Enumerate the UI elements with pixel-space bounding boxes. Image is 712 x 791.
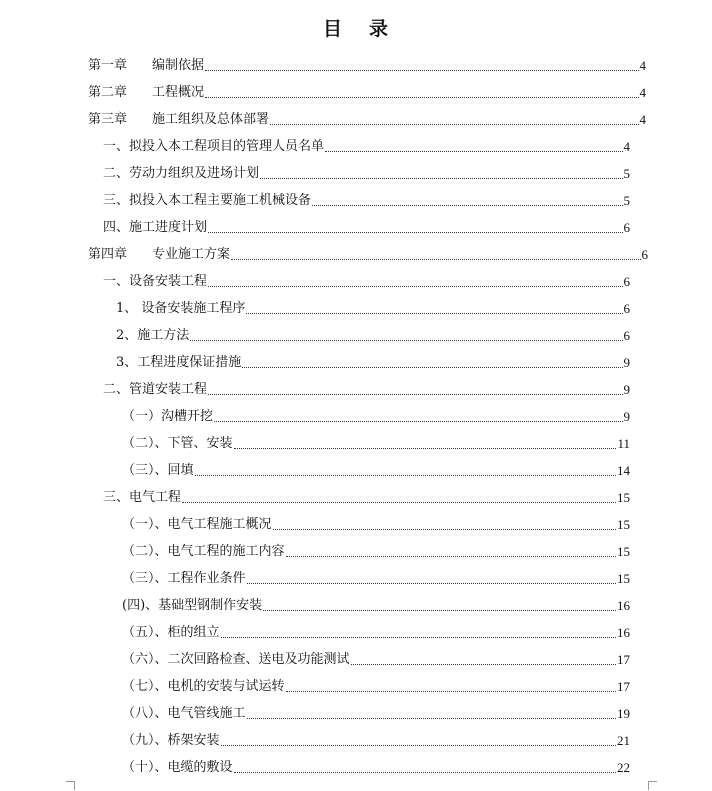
dot-leader: [234, 447, 617, 449]
toc-entry-section[interactable]: [103, 264, 630, 290]
entry-title: 二、管道安装工程: [103, 382, 208, 397]
toc-entry-section[interactable]: [103, 129, 630, 155]
toc-entry-subsection[interactable]: [122, 615, 630, 641]
page-number: 4: [623, 139, 630, 154]
page-number: 6: [623, 220, 630, 235]
dot-leader: [208, 393, 622, 395]
page-number: 14: [617, 463, 630, 478]
toc-entry-subsection[interactable]: [122, 642, 630, 668]
toc-entry-subsection[interactable]: [122, 750, 630, 776]
entry-title: 四、施工进度计划: [103, 220, 208, 235]
entry-title: （九）、桥架安装: [122, 733, 220, 748]
page-number: 4: [639, 112, 646, 127]
toc-entry-section[interactable]: [103, 210, 630, 236]
toc-entry-subsection[interactable]: [116, 291, 630, 317]
toc-title: [0, 14, 712, 41]
entry-title: （二）、下管、安装: [122, 436, 233, 451]
toc-entry-subsection[interactable]: [122, 669, 630, 695]
page-number: 6: [641, 247, 648, 262]
dot-leader: [246, 312, 622, 314]
toc-entry-chapter[interactable]: [88, 102, 646, 128]
toc-entry-subsection[interactable]: [122, 426, 630, 452]
page-number: 15: [617, 490, 630, 505]
dot-leader: [263, 609, 616, 611]
dot-leader: [182, 501, 616, 503]
toc-entry-chapter[interactable]: [88, 48, 646, 74]
dot-leader: [351, 663, 616, 665]
toc-entry-subsection[interactable]: [122, 588, 630, 614]
toc-title-char: 录: [369, 18, 390, 40]
dot-leader: [190, 339, 622, 341]
page-number: 17: [617, 652, 630, 667]
dot-leader: [208, 285, 622, 287]
dot-leader: [205, 96, 638, 98]
entry-title: （三）、回填: [122, 463, 194, 478]
toc-entry-section[interactable]: [103, 480, 630, 506]
toc-entry-section[interactable]: [103, 183, 630, 209]
entry-title: （七）、电机的安装与试运转: [122, 679, 285, 694]
dot-leader: [231, 258, 640, 260]
dot-leader: [247, 582, 616, 584]
dot-leader: [247, 717, 616, 719]
chapter-number: 第一章: [88, 58, 128, 73]
toc-entry-subsection[interactable]: [122, 534, 630, 560]
dot-leader: [270, 123, 638, 125]
page-number: 15: [617, 517, 630, 532]
entry-title: （一）沟槽开挖: [122, 409, 214, 424]
dot-leader: [221, 744, 616, 746]
dot-leader: [195, 474, 616, 476]
dot-leader: [205, 69, 638, 71]
page-number: 5: [623, 166, 630, 181]
page-number: 9: [623, 382, 630, 397]
entry-title: （八）、电气管线施工: [122, 706, 246, 721]
toc-entry-subsection[interactable]: [122, 561, 630, 587]
entry-title: 三、拟投入本工程主要施工机械设备: [103, 193, 312, 208]
page-number: 6: [623, 301, 630, 316]
entry-title: （六）、二次回路检查、送电及功能测试: [122, 652, 350, 667]
toc-entry-section[interactable]: [103, 372, 630, 398]
entry-title: （一）、电气工程施工概况: [122, 517, 272, 532]
dot-leader: [242, 366, 622, 368]
chapter-number: 第三章: [88, 112, 128, 127]
page-number: 21: [617, 733, 630, 748]
dot-leader: [214, 420, 622, 422]
page-number: 9: [623, 409, 630, 424]
page-corner-mark: [66, 781, 75, 790]
toc-entry-subsection[interactable]: [122, 399, 630, 425]
page-number: 16: [617, 625, 630, 640]
dot-leader: [286, 690, 616, 692]
chapter-number: 第二章: [88, 85, 128, 100]
page-corner-mark: [648, 781, 657, 790]
entry-title: (四)、基础型钢制作安装: [122, 598, 263, 613]
toc-entry-subsection[interactable]: [116, 345, 630, 371]
dot-leader: [260, 177, 622, 179]
entry-title: 1、 设备安装施工程序: [116, 301, 246, 316]
page-number: 15: [617, 544, 630, 559]
entry-title: （二）、电气工程的施工内容: [122, 544, 285, 559]
page-number: 16: [617, 598, 630, 613]
toc-entry-chapter[interactable]: [88, 75, 646, 101]
page-number: 4: [639, 85, 646, 100]
entry-title: 2、施工方法: [116, 328, 190, 343]
page-number: 15: [617, 571, 630, 586]
page-number: 6: [623, 328, 630, 343]
page-number: 4: [639, 58, 646, 73]
entry-title: 施工组织及总体部署: [152, 112, 270, 127]
toc-entry-chapter[interactable]: [88, 237, 648, 263]
entry-title: 编制依据: [152, 58, 205, 73]
entry-title: 一、设备安装工程: [103, 274, 208, 289]
page-number: 17: [617, 679, 630, 694]
dot-leader: [208, 231, 622, 233]
toc-entry-subsection[interactable]: [122, 723, 630, 749]
entry-title: 二、劳动力组织及进场计划: [103, 166, 260, 181]
entry-title: 三、电气工程: [103, 490, 182, 505]
toc-entry-subsection[interactable]: [122, 507, 630, 533]
page-number: 19: [617, 706, 630, 721]
dot-leader: [273, 528, 616, 530]
dot-leader: [325, 150, 622, 152]
entry-title: 专业施工方案: [152, 247, 231, 262]
chapter-number: 第四章: [88, 247, 128, 262]
toc-entry-subsection[interactable]: [122, 453, 630, 479]
page-number: 5: [623, 193, 630, 208]
toc-entry-subsection[interactable]: [116, 318, 630, 344]
dot-leader: [221, 636, 616, 638]
entry-title: 一、拟投入本工程项目的管理人员名单: [103, 139, 325, 154]
entry-title: （五）、柜的组立: [122, 625, 220, 640]
toc-title-char: 目: [322, 18, 343, 40]
toc-entry-subsection[interactable]: [122, 696, 630, 722]
page-number: 11: [617, 436, 630, 451]
toc-entry-section[interactable]: [103, 156, 630, 182]
entry-title: 3、工程进度保证措施: [116, 355, 242, 370]
page-number: 6: [623, 274, 630, 289]
entry-title: （十）、电缆的敷设: [122, 760, 233, 775]
dot-leader: [234, 771, 616, 773]
entry-title: （三）、工程作业条件: [122, 571, 246, 586]
page-number: 22: [617, 760, 630, 775]
dot-leader: [286, 555, 616, 557]
entry-title: 工程概况: [152, 85, 205, 100]
dot-leader: [312, 204, 622, 206]
page-number: 9: [623, 355, 630, 370]
